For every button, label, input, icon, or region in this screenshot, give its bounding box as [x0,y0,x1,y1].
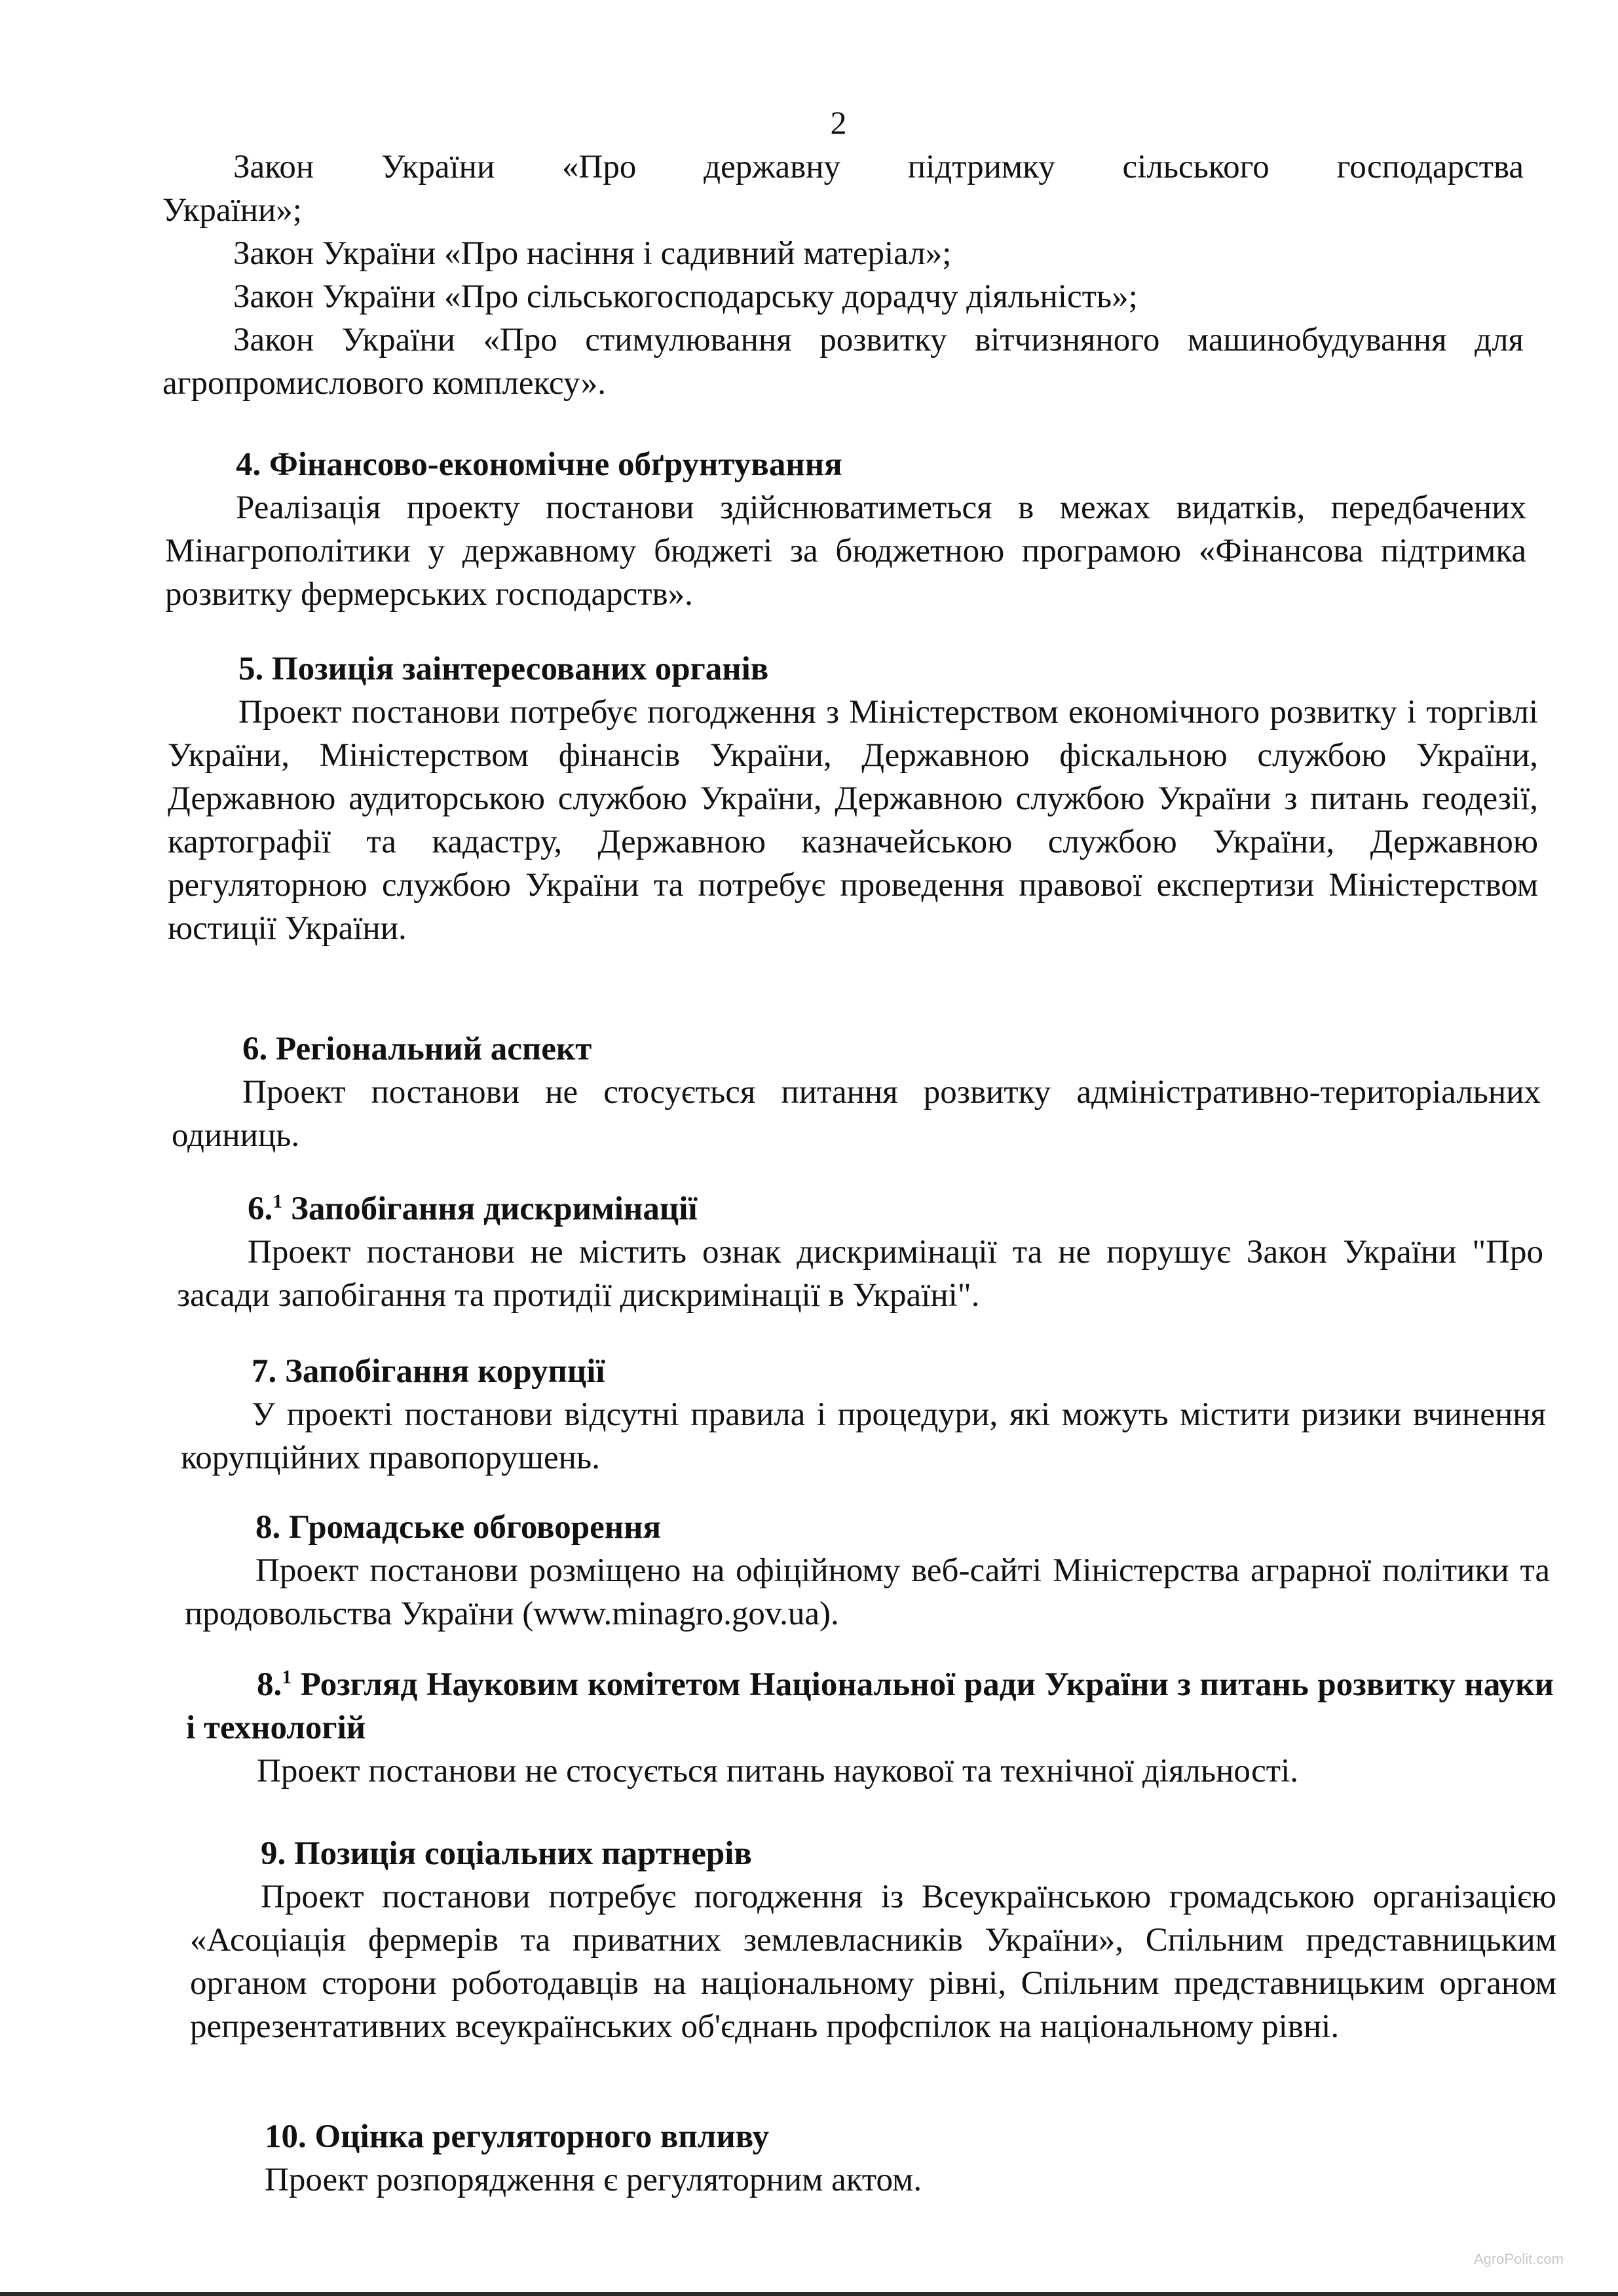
section-9 [190,1832,1556,2048]
law-item: Закон України «Про стимулювання розвитку вітчизняного машинобудування для агропромислового комплексу». [162,322,1524,402]
section-heading: 7. Запобігання корупції [252,1353,605,1390]
section-superscript: 1 [273,1191,283,1212]
section-6-1 [177,1187,1543,1317]
law-item-continued: України»; [162,192,302,229]
section-text: Проект постанови потребує погодження з Міністерством економічного розвитку і торгівлі України, Міністерством фінансів України, Державною фіскальною службою України, Державною аудиторською службою України, Державною службою України з питань геодезії, картографії та кадастру, Державною казначейською службою України, Державною регуляторною службою України та потребує проведення правової експертизи Міністерством юстиції України. [168,694,1538,947]
section-heading: 8. Громадське обговорення [255,1509,662,1546]
section-superscript: 1 [282,1666,292,1688]
section-title: Запобігання дискримінації [282,1191,698,1227]
section-heading: 6. Регіональний аспект [242,1031,592,1067]
law-item: Закон України «Про сільськогосподарську дорадчу діяльність»; [233,278,1138,315]
section-heading: 10. Оцінка регуляторного впливу [265,2118,770,2155]
section-number: 6. [248,1191,273,1227]
section-6 [172,1027,1541,1157]
scan-edge-line [0,2292,1618,2296]
section-text: У проекті постанови відсутні правила і процедури, які можуть містити ризики вчинення корупційних правопорушень. [181,1396,1546,1476]
section-heading [186,1663,1554,1750]
section-heading: 9. Позиція соціальних партнерів [261,1835,752,1872]
page-number: 2 [830,104,847,141]
section-title: Розгляд Науковим комітетом Національної ради України з питань розвитку науки і технологій [186,1666,1554,1746]
law-item: Закон України «Про насіння і садивний матеріал»; [233,235,952,272]
section-heading: 5. Позиція заінтересованих органів [238,651,769,687]
section-heading: 4. Фінансово-економічне обґрунтування [236,446,842,483]
law-item: Закон України «Про державну підтримку сільського господарства [233,149,1524,185]
section-text: Проект постанови розміщено на офіційному веб-сайті Міністерства аграрної політики та продовольства України (www.minagro.gov.ua). [185,1552,1550,1632]
section-4 [165,443,1526,616]
section-number: 8. [257,1666,282,1703]
section-text: Проект розпорядження є регуляторним актом. [265,2162,922,2198]
section-text: Проект постанови потребує погодження із Всеукраїнською громадською організацією «Асоціація фермерів та приватних землевласників України», Спільним представницьким органом сторони роботодавців на національному рівні, Спільним представницьким органом репрезентативних всеукраїнських об'єднань профспілок на національному рівні. [190,1879,1556,2045]
section-5 [168,647,1538,950]
section-text: Проект постанови не стосується питань наукової та технічної діяльності. [257,1753,1299,1789]
section-8 [185,1506,1550,1636]
section-heading [177,1187,1543,1231]
section-text: Проект постанови не містить ознак дискримінації та не порушує Закон України "Про засади запобігання та протидії дискримінації в Україні". [177,1234,1543,1314]
section-text: Реалізація проекту постанови здійснюватиметься в межах видатків, передбачених Мінагрополітики у державному бюджеті за бюджетною програмою «Фінансова підтримка розвитку фермерських господарств». [165,489,1526,613]
laws-list [162,145,1524,405]
watermark: AgroPolit.com [1474,2251,1564,2267]
section-10 [194,2115,1556,2202]
section-text: Проект постанови не стосується питання розвитку адміністративно-територіальних одиниць. [172,1074,1541,1154]
section-8-1 [186,1663,1554,1793]
section-7 [181,1350,1546,1480]
